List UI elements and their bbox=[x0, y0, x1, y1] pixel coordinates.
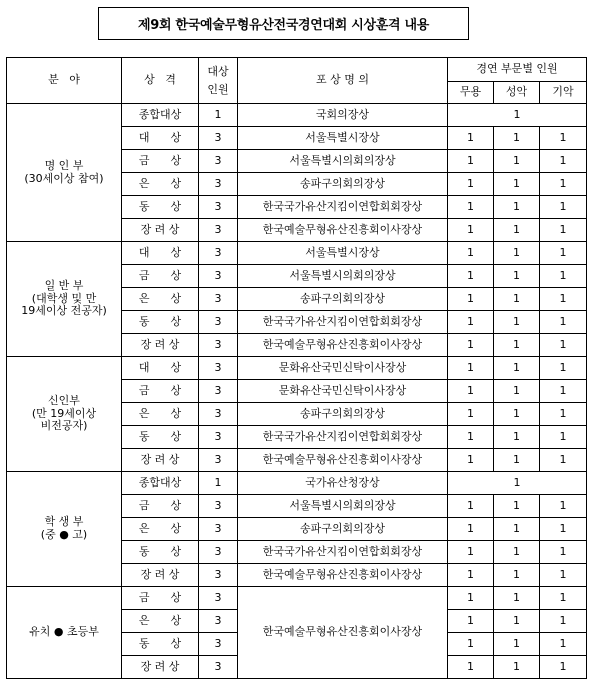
vocal-count-cell: 1 bbox=[494, 196, 540, 219]
award-name-cell: 한국국가유산지킴이연합회회장상 bbox=[238, 541, 448, 564]
award-name-cell: 한국예술무형유산진흥회이사장상 bbox=[238, 219, 448, 242]
count-cell: 3 bbox=[199, 541, 238, 564]
dance-count-cell: 1 bbox=[448, 380, 494, 403]
dance-count-cell: 1 bbox=[448, 518, 494, 541]
dance-count-cell: 1 bbox=[448, 633, 494, 656]
group-label-line: 일 반 부 bbox=[44, 279, 84, 293]
header-grade: 상 격 bbox=[122, 58, 199, 104]
grade-cell: 동 상 bbox=[122, 633, 199, 656]
award-name-cell: 한국예술무형유산진흥회이사장상 bbox=[238, 334, 448, 357]
dance-count-cell: 1 bbox=[448, 311, 494, 334]
grade-cell: 장 려 상 bbox=[122, 334, 199, 357]
dance-count-cell: 1 bbox=[448, 219, 494, 242]
count-cell: 3 bbox=[199, 518, 238, 541]
vocal-count-cell: 1 bbox=[494, 449, 540, 472]
instrument-count-cell: 1 bbox=[540, 518, 587, 541]
grade-cell: 동 상 bbox=[122, 426, 199, 449]
grade-cell: 대 상 bbox=[122, 357, 199, 380]
count-cell: 3 bbox=[199, 334, 238, 357]
vocal-count-cell: 1 bbox=[494, 127, 540, 150]
dance-count-cell: 1 bbox=[448, 196, 494, 219]
count-cell: 3 bbox=[199, 173, 238, 196]
instrument-count-cell: 1 bbox=[540, 426, 587, 449]
vocal-count-cell: 1 bbox=[494, 288, 540, 311]
group-label-line: 유치 ● 초등부 bbox=[29, 625, 99, 639]
group-label-line: (중 ● 고) bbox=[40, 528, 88, 541]
grade-cell: 대 상 bbox=[122, 242, 199, 265]
award-name-cell: 한국국가유산지킴이연합회회장상 bbox=[238, 196, 448, 219]
grade-cell: 은 상 bbox=[122, 403, 199, 426]
vocal-count-cell: 1 bbox=[494, 541, 540, 564]
award-name-cell: 서울특별시의회의장상 bbox=[238, 495, 448, 518]
dance-count-cell: 1 bbox=[448, 587, 494, 610]
count-cell: 3 bbox=[199, 127, 238, 150]
instrument-count-cell: 1 bbox=[540, 288, 587, 311]
dance-count-cell: 1 bbox=[448, 288, 494, 311]
count-cell: 3 bbox=[199, 403, 238, 426]
count-cell: 1 bbox=[199, 104, 238, 127]
vocal-count-cell: 1 bbox=[494, 633, 540, 656]
award-name-cell: 송파구의회의장상 bbox=[238, 173, 448, 196]
award-name-cell: 국가유산청장상 bbox=[238, 472, 448, 495]
count-cell: 3 bbox=[199, 288, 238, 311]
award-name-cell: 서울특별시장상 bbox=[238, 127, 448, 150]
instrument-count-cell: 1 bbox=[540, 541, 587, 564]
group-label-line: (30세이상 참여) bbox=[24, 171, 104, 185]
award-name-cell: 문화유산국민신탁이사장상 bbox=[238, 357, 448, 380]
instrument-count-cell: 1 bbox=[540, 196, 587, 219]
grade-cell: 은 상 bbox=[122, 610, 199, 633]
instrument-count-cell: 1 bbox=[540, 219, 587, 242]
group-label bbox=[7, 104, 122, 242]
grade-cell: 종합대상 bbox=[122, 472, 199, 495]
award-name-cell: 송파구의회의장상 bbox=[238, 518, 448, 541]
dance-count-cell: 1 bbox=[448, 265, 494, 288]
dance-count-cell: 1 bbox=[448, 242, 494, 265]
grade-cell: 동 상 bbox=[122, 311, 199, 334]
award-name-cell: 한국국가유산지킴이연합회회장상 bbox=[238, 311, 448, 334]
table-row bbox=[7, 357, 587, 380]
grade-cell: 금 상 bbox=[122, 495, 199, 518]
parts-merged-cell: 1 bbox=[448, 472, 587, 495]
award-name-cell: 서울특별시의회의장상 bbox=[238, 265, 448, 288]
dance-count-cell: 1 bbox=[448, 426, 494, 449]
award-name-cell: 송파구의회의장상 bbox=[238, 288, 448, 311]
instrument-count-cell: 1 bbox=[540, 564, 587, 587]
dance-count-cell: 1 bbox=[448, 357, 494, 380]
award-name-cell: 한국예술무형유산진흥회이사장상 bbox=[238, 564, 448, 587]
group-label-line: 19세이상 전공자) bbox=[21, 304, 107, 318]
instrument-count-cell: 1 bbox=[540, 334, 587, 357]
grade-cell: 금 상 bbox=[122, 265, 199, 288]
instrument-count-cell: 1 bbox=[540, 656, 587, 679]
instrument-count-cell: 1 bbox=[540, 127, 587, 150]
instrument-count-cell: 1 bbox=[540, 311, 587, 334]
header-count bbox=[199, 58, 238, 104]
header-award-name: 포 상 명 의 bbox=[238, 58, 448, 104]
grade-cell: 장 려 상 bbox=[122, 564, 199, 587]
instrument-count-cell: 1 bbox=[540, 449, 587, 472]
dance-count-cell: 1 bbox=[448, 449, 494, 472]
header-count-line2: 인원 bbox=[207, 82, 229, 96]
vocal-count-cell: 1 bbox=[494, 495, 540, 518]
instrument-count-cell: 1 bbox=[540, 242, 587, 265]
vocal-count-cell: 1 bbox=[494, 357, 540, 380]
grade-cell: 장 려 상 bbox=[122, 656, 199, 679]
instrument-count-cell: 1 bbox=[540, 150, 587, 173]
grade-cell: 동 상 bbox=[122, 196, 199, 219]
table-row bbox=[7, 104, 587, 127]
grade-cell: 종합대상 bbox=[122, 104, 199, 127]
grade-cell: 대 상 bbox=[122, 127, 199, 150]
vocal-count-cell: 1 bbox=[494, 219, 540, 242]
group-label-line: 명 인 부 bbox=[44, 158, 84, 172]
instrument-count-cell: 1 bbox=[540, 633, 587, 656]
count-cell: 3 bbox=[199, 449, 238, 472]
award-name-cell: 서울특별시의회의장상 bbox=[238, 150, 448, 173]
count-cell: 3 bbox=[199, 564, 238, 587]
award-name-cell: 문화유산국민신탁이사장상 bbox=[238, 380, 448, 403]
grade-cell: 은 상 bbox=[122, 173, 199, 196]
vocal-count-cell: 1 bbox=[494, 242, 540, 265]
vocal-count-cell: 1 bbox=[494, 311, 540, 334]
group-label bbox=[7, 587, 122, 679]
group-label-line: (대학생 및 만 bbox=[31, 291, 97, 305]
award-name-cell: 한국예술무형유산진흥회이사장상 bbox=[238, 587, 448, 679]
instrument-count-cell: 1 bbox=[540, 357, 587, 380]
instrument-count-cell: 1 bbox=[540, 265, 587, 288]
header-parts: 경연 부문별 인원 bbox=[448, 58, 587, 82]
header-dance: 무용 bbox=[448, 82, 494, 104]
grade-cell: 은 상 bbox=[122, 518, 199, 541]
dance-count-cell: 1 bbox=[448, 150, 494, 173]
grade-cell: 금 상 bbox=[122, 587, 199, 610]
count-cell: 3 bbox=[199, 196, 238, 219]
vocal-count-cell: 1 bbox=[494, 426, 540, 449]
vocal-count-cell: 1 bbox=[494, 656, 540, 679]
group-label-line: (만 19세이상 bbox=[31, 406, 97, 420]
grade-cell: 장 려 상 bbox=[122, 219, 199, 242]
header-field: 분 야 bbox=[7, 58, 122, 104]
group-label-line: 학 생 부 bbox=[44, 515, 84, 529]
dance-count-cell: 1 bbox=[448, 334, 494, 357]
count-cell: 3 bbox=[199, 495, 238, 518]
vocal-count-cell: 1 bbox=[494, 380, 540, 403]
table-row bbox=[7, 587, 587, 610]
award-table bbox=[6, 57, 587, 679]
vocal-count-cell: 1 bbox=[494, 564, 540, 587]
instrument-count-cell: 1 bbox=[540, 403, 587, 426]
count-cell: 3 bbox=[199, 219, 238, 242]
instrument-count-cell: 1 bbox=[540, 495, 587, 518]
vocal-count-cell: 1 bbox=[494, 334, 540, 357]
group-label bbox=[7, 242, 122, 357]
group-label-line: 신인부 bbox=[48, 394, 80, 408]
count-cell: 3 bbox=[199, 242, 238, 265]
dance-count-cell: 1 bbox=[448, 403, 494, 426]
table-row bbox=[7, 472, 587, 495]
count-cell: 3 bbox=[199, 150, 238, 173]
count-cell: 3 bbox=[199, 311, 238, 334]
grade-cell: 은 상 bbox=[122, 288, 199, 311]
dance-count-cell: 1 bbox=[448, 127, 494, 150]
award-name-cell: 서울특별시장상 bbox=[238, 242, 448, 265]
instrument-count-cell: 1 bbox=[540, 610, 587, 633]
document-title: 제9회 한국예술무형유산전국경연대회 시상훈격 내용 bbox=[98, 7, 469, 40]
header-count-line1: 대상 bbox=[207, 64, 229, 78]
count-cell: 3 bbox=[199, 357, 238, 380]
header-instrument: 기악 bbox=[540, 82, 587, 104]
group-label bbox=[7, 472, 122, 587]
count-cell: 3 bbox=[199, 426, 238, 449]
count-cell: 3 bbox=[199, 656, 238, 679]
award-name-cell: 한국예술무형유산진흥회이사장상 bbox=[238, 449, 448, 472]
count-cell: 3 bbox=[199, 610, 238, 633]
count-cell: 3 bbox=[199, 633, 238, 656]
group-label bbox=[7, 357, 122, 472]
vocal-count-cell: 1 bbox=[494, 150, 540, 173]
count-cell: 1 bbox=[199, 472, 238, 495]
award-name-cell: 국회의장상 bbox=[238, 104, 448, 127]
grade-cell: 동 상 bbox=[122, 541, 199, 564]
award-name-cell: 송파구의회의장상 bbox=[238, 403, 448, 426]
dance-count-cell: 1 bbox=[448, 173, 494, 196]
table-row bbox=[7, 242, 587, 265]
vocal-count-cell: 1 bbox=[494, 265, 540, 288]
instrument-count-cell: 1 bbox=[540, 587, 587, 610]
dance-count-cell: 1 bbox=[448, 656, 494, 679]
parts-merged-cell: 1 bbox=[448, 104, 587, 127]
table-body bbox=[7, 104, 587, 679]
group-label-line: 비전공자) bbox=[40, 419, 88, 433]
vocal-count-cell: 1 bbox=[494, 518, 540, 541]
dance-count-cell: 1 bbox=[448, 495, 494, 518]
count-cell: 3 bbox=[199, 265, 238, 288]
vocal-count-cell: 1 bbox=[494, 403, 540, 426]
dance-count-cell: 1 bbox=[448, 564, 494, 587]
table-header bbox=[7, 58, 587, 104]
dance-count-cell: 1 bbox=[448, 541, 494, 564]
header-vocal: 성악 bbox=[494, 82, 540, 104]
dance-count-cell: 1 bbox=[448, 610, 494, 633]
grade-cell: 금 상 bbox=[122, 150, 199, 173]
vocal-count-cell: 1 bbox=[494, 610, 540, 633]
count-cell: 3 bbox=[199, 380, 238, 403]
count-cell: 3 bbox=[199, 587, 238, 610]
instrument-count-cell: 1 bbox=[540, 380, 587, 403]
instrument-count-cell: 1 bbox=[540, 173, 587, 196]
vocal-count-cell: 1 bbox=[494, 173, 540, 196]
grade-cell: 금 상 bbox=[122, 380, 199, 403]
award-name-cell: 한국국가유산지킴이연합회회장상 bbox=[238, 426, 448, 449]
grade-cell: 장 려 상 bbox=[122, 449, 199, 472]
vocal-count-cell: 1 bbox=[494, 587, 540, 610]
